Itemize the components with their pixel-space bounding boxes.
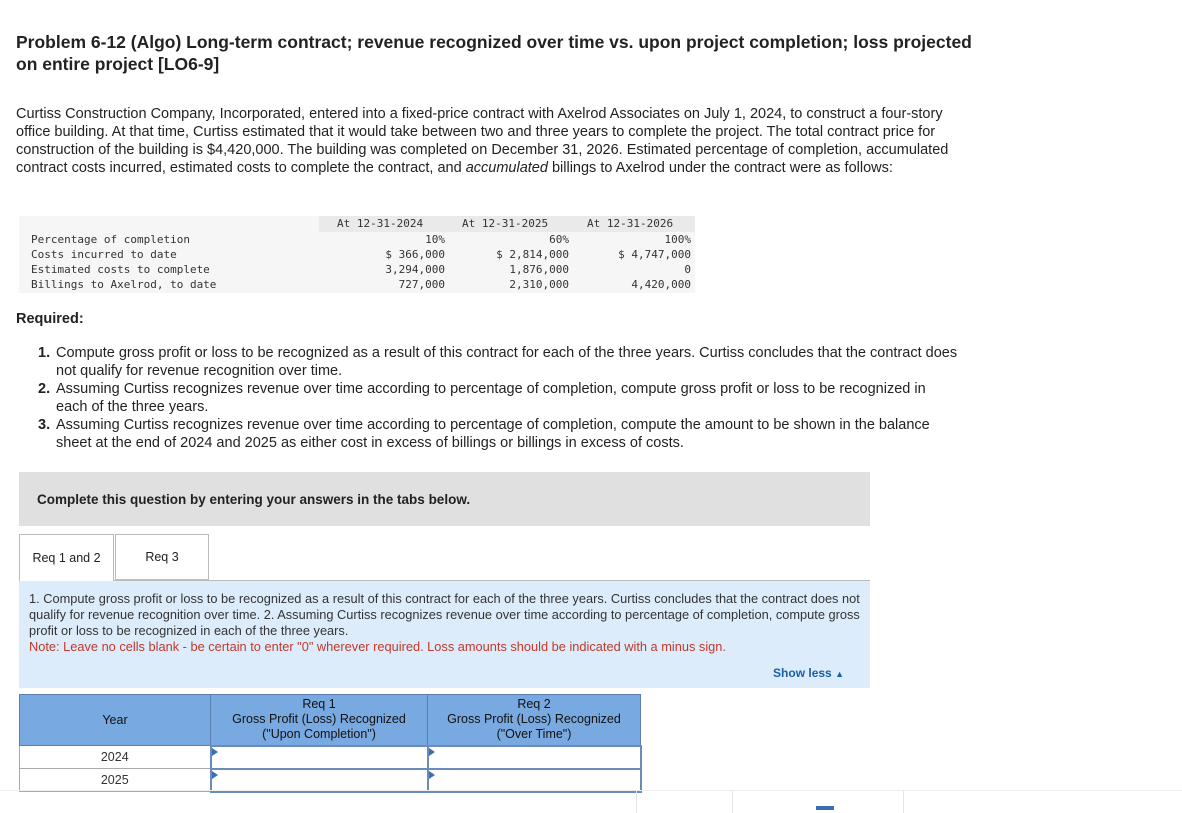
req1-2025-input[interactable] (211, 769, 428, 792)
year-cell: 2024 (20, 746, 211, 769)
list-item: 2. Assuming Curtiss recognizes revenue over time according to percentage of completion, compute gross profit or loss to be recognized in each of the three years. (38, 381, 926, 415)
answer-table (19, 694, 642, 793)
required-heading: Required: (16, 311, 84, 327)
table-row: Billings to Axelrod, to date 727,000 2,310,000 4,420,000 (31, 278, 691, 291)
panel-note: Note: Leave no cells blank - be certain to enter "0" wherever required. Loss amounts should be indicated with a minus sign. (29, 639, 726, 654)
col-header-2025: At 12-31-2025 (462, 217, 549, 230)
tab-req-3[interactable]: Req 3 (115, 534, 209, 580)
col-header-year: Year (20, 695, 211, 746)
tab-req-1-and-2[interactable]: Req 1 and 2 (19, 534, 114, 581)
table-row: Costs incurred to date $ 366,000 $ 2,814,000 $ 4,747,000 (31, 248, 691, 261)
list-item: 1. Compute gross profit or loss to be recognized as a result of this contract for each of the three years. Curtiss concludes that the contract does not qualify for revenue recognition over time. (38, 345, 958, 379)
panel-instructions: 1. Compute gross profit or loss to be recognized as a result of this contract for each of the three years. Curtiss concludes that the contract does not qualify for revenue recognition over time. 2. Assuming Curtiss recognizes revenue over time according to percentage of completion, compute gross profit or loss to be recognized in each of the three years. (29, 591, 860, 638)
triangle-up-icon: ▲ (835, 669, 844, 679)
col-header-2024: At 12-31-2024 (337, 217, 424, 230)
col-header-req2: Req 2 Gross Profit (Loss) Recognized ("Over Time") (428, 695, 641, 746)
requirements-list (38, 344, 958, 452)
page-title: Problem 6-12 (Algo) Long-term contract; revenue recognized over time vs. upon project completion; loss projected on entire project [LO6-9] (16, 32, 972, 74)
question-panel (19, 580, 870, 688)
table-row: Percentage of completion 10% 60% 100% (31, 233, 691, 246)
table-row: Estimated costs to complete 3,294,000 1,876,000 0 (31, 263, 691, 276)
page-footer-grid (0, 790, 1182, 813)
req2-2025-input[interactable] (428, 769, 641, 792)
contract-data-table (19, 216, 695, 293)
col-header-req1: Req 1 Gross Profit (Loss) Recognized ("Upon Completion") (211, 695, 428, 746)
instructions-banner: Complete this question by entering your answers in the tabs below. (19, 472, 870, 526)
show-less-link[interactable]: Show less ▲ (773, 666, 844, 680)
col-header-2026: At 12-31-2026 (587, 217, 674, 230)
year-cell: 2025 (20, 769, 211, 792)
more-icon (816, 806, 834, 810)
req1-2024-input[interactable] (211, 746, 428, 769)
problem-intro: Curtiss Construction Company, Incorporated, entered into a fixed-price contract with Axelrod Associates on July 1, 2024, to construct a four-story office building. At that time, Curtiss estimated that it would take between two and three years to complete the project. The total contract price for construction of the building is $4,420,000. The building was completed on December 31, 2026. Estimated percentage of completion, accumulated contract costs incurred, estimated costs to complete the contract, and accumulated billings to Axelrod under the contract were as follows: (16, 106, 949, 176)
list-item: 3. Assuming Curtiss recognizes revenue over time according to percentage of completion, compute the amount to be shown in the balance sheet at the end of 2024 and 2025 as either cost in excess of billings or billings in excess of costs. (38, 417, 930, 451)
req2-2024-input[interactable] (428, 746, 641, 769)
